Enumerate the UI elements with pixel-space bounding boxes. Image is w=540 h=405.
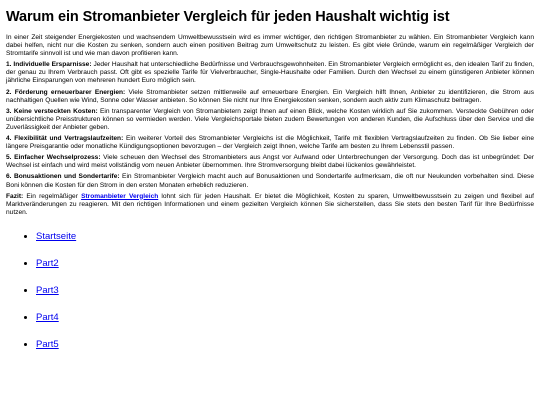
part5-link[interactable]: Part5 (36, 338, 59, 350)
item-text: Viele scheuen den Wechsel des Stromanbieters aus Angst vor Aufwand oder Unterbrechungen der Versorgung. Doch das ist unbegründet: Der Wechsel ist einfach und wird meist vollständig vom neuen Anbieter übernommen. Ihre Stromversorgung bleibt dabei lückenlos gewährleistet. (6, 154, 534, 170)
part4-link[interactable]: Part4 (36, 311, 59, 323)
stromanbieter-vergleich-link[interactable]: Stromanbieter Vergleich (81, 192, 159, 200)
list-item (6, 154, 534, 170)
startseite-link[interactable]: Startseite (36, 230, 77, 242)
page-title: Warum ein Stromanbieter Vergleich für jeden Haushalt wichtig ist (6, 9, 450, 25)
item-text: Ein transparenter Vergleich von Stromanbietern zeigt Ihnen auf einen Blick, welche Kosten wirklich auf Sie zukommen. Versteckte Gebühren oder unübersichtliche Preisstrukturen können so vermieden werden. Viele Vergleichsportale bieten zudem Bewertungen von anderen Kunden, die Aufschluss über den Service und die Zuverlässigkeit der Anbieter geben. (6, 107, 534, 131)
conclusion-text-before: Ein regelmäßiger (23, 192, 82, 200)
list-item (6, 173, 534, 189)
item-heading: 1. Individuelle Ersparnisse: (6, 61, 92, 69)
item-heading: 5. Einfacher Wechselprozess: (6, 154, 101, 162)
conclusion-text-after: lohnt sich für jeden Haushalt. Er bietet die Möglichkeit, Kosten zu sparen, Umweltbewusstsein zu zeigen und flexibel auf Marktveränderungen zu reagieren. Mit den richtigen Informationen und einem gezielten Vergleich können Sie sicherstellen, dass Sie stets den besten Tarif für Ihre Bedürfnisse nutzen. (6, 192, 535, 216)
item-text: Jeder Haushalt hat unterschiedliche Bedürfnisse und Verbrauchsgewohnheiten. Ein Stromanbieter Vergleich ermöglicht es, den idealen Tarif zu finden, der genau zu Ihrem Verbrauch passt. Oft gibt es spezielle Tarife für Vielverbraucher, Single-Haushalte oder Familien. Durch den Wechsel zu einem günstigeren Anbieter können jährliche Einsparungen von mehreren hundert Euro möglich sein. (6, 61, 534, 85)
item-heading: 4. Flexibilität und Vertragslaufzeiten: (6, 135, 124, 143)
nav-links-list (6, 231, 534, 350)
nav-item-part3 (36, 285, 534, 296)
list-item (6, 108, 534, 132)
intro-paragraph: In einer Zeit steigender Energiekosten und wachsendem Umweltbewusstsein wird es immer wichtiger, den richtigen Stromanbieter zu wählen. Ein Stromanbieter Vergleich kann dabei helfen, nicht nur die Kosten zu senken, sondern auch einen positiven Beitrag zum Umweltschutz zu leisten. Es gibt viele Gründe, warum ein regelmäßiger Vergleich der Stromtarife sinnvoll ist und wie man davon profitieren kann. (6, 34, 534, 58)
nav-item-part5 (36, 339, 534, 350)
item-heading: 2. Förderung erneuerbarer Energien: (6, 88, 126, 96)
nav-item-part2 (36, 258, 534, 269)
item-text: Viele Stromanbieter setzen mittlerweile auf erneuerbare Energien. Ein Vergleich hilft Ihnen, Anbieter zu identifizieren, die Strom aus nachhaltigen Quellen wie Wind, Sonne oder Wasser anbieten. So können Sie nicht nur Ihre Energiekosten senken, sondern auch aktiv zum Klimaschutz beitragen. (6, 88, 534, 104)
nav-item-part4 (36, 312, 534, 323)
list-item (6, 61, 534, 85)
list-item (6, 89, 534, 105)
item-heading: 6. Bonusaktionen und Sondertarife: (6, 173, 120, 181)
item-text: Ein weiterer Vorteil des Stromanbieter Vergleichs ist die Möglichkeit, Tarife mit flexiblen Vertragslaufzeiten zu finden. Ob Sie lieber eine längere Preisgarantie oder monatliche Kündigungsoptionen bevorzugen – der Vergleich zeigt Ihnen, welche Tarife am besten zu Ihrem Lebensstil passen. (6, 135, 534, 151)
item-heading: 3. Keine versteckten Kosten: (6, 107, 98, 115)
nav-item-startseite (36, 231, 534, 242)
part2-link[interactable]: Part2 (36, 257, 59, 269)
part3-link[interactable]: Part3 (36, 284, 59, 296)
conclusion-paragraph (6, 193, 534, 217)
item-text: Ein Stromanbieter Vergleich macht auch auf Bonusaktionen und Sondertarife aufmerksam, die oft nur Neukunden vorbehalten sind. Diese Boni können die Kosten für den Strom in den ersten Monaten erheblich reduzieren. (6, 173, 534, 189)
conclusion-heading: Fazit: (6, 192, 24, 200)
list-item (6, 135, 534, 151)
